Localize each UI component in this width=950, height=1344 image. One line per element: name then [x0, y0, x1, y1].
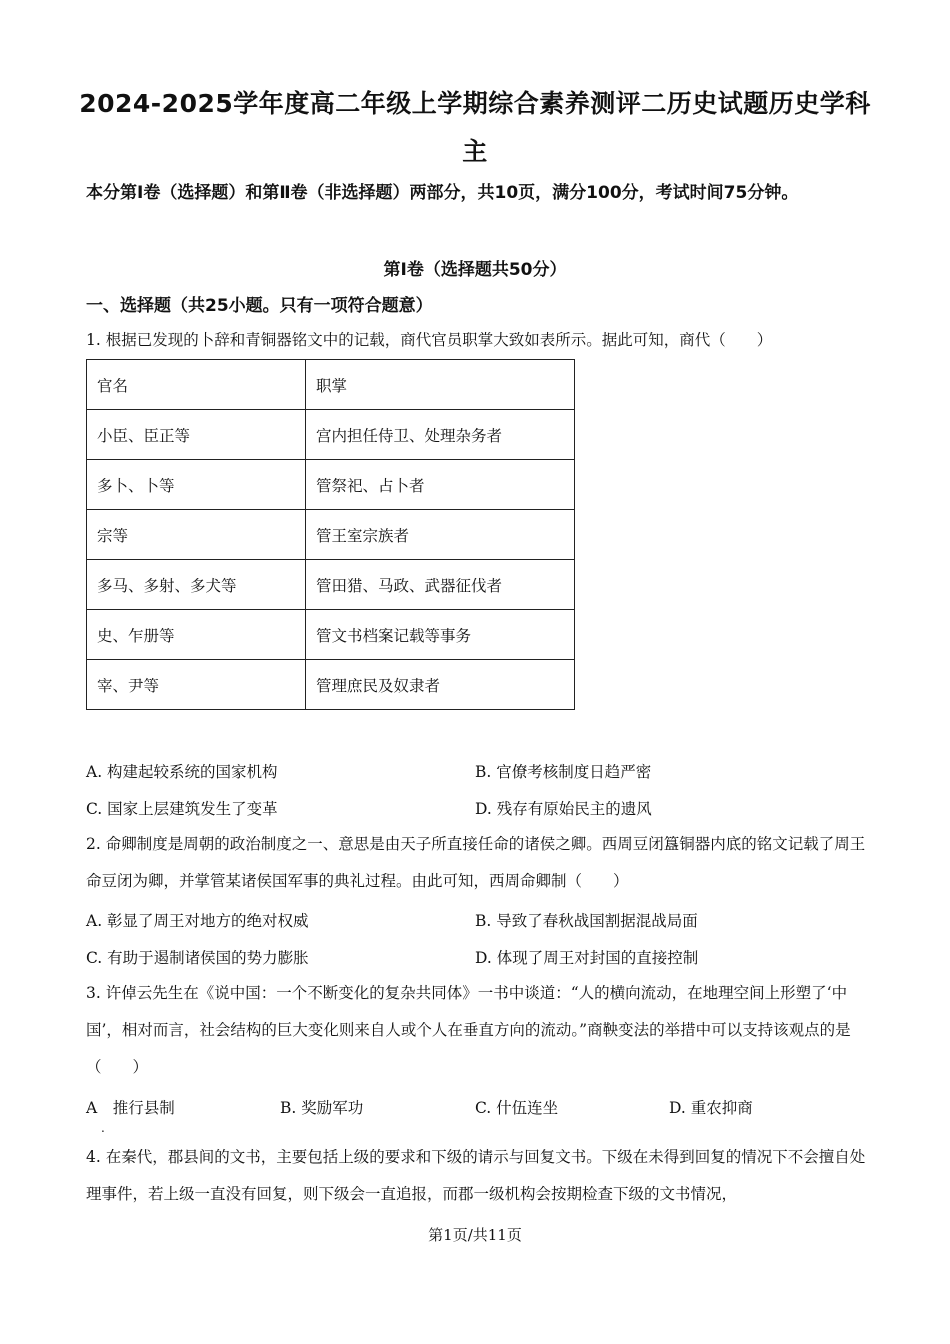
table-cell: 史、乍册等: [87, 610, 306, 660]
table-cell: 宗等: [87, 510, 306, 560]
table-cell: 多马、多射、多犬等: [87, 560, 306, 610]
table-cell: 多卜、卜等: [87, 460, 306, 510]
section-heading: 第Ⅰ卷（选择题共50分）: [383, 260, 567, 280]
table-cell: 官名: [87, 360, 306, 410]
table-row: [87, 460, 575, 510]
q3-option-c: C. 什伍连坐: [475, 1099, 559, 1117]
page-title-line1: 2024-2025学年度高二年级上学期综合素养测评二历史试题历史学科: [79, 89, 871, 118]
table-row: [87, 660, 575, 710]
table-row: [87, 510, 575, 560]
table-cell: 管王室宗族者: [306, 510, 575, 560]
table-cell: 管田猎、马政、武器征伐者: [306, 560, 575, 610]
q2-option-d: D. 体现了周王对封国的直接控制: [475, 949, 699, 967]
q2-option-b: B. 导致了春秋战国割据混战局面: [475, 912, 698, 930]
q1-option-d: D. 残存有原始民主的遗风: [475, 800, 652, 818]
page-footer: 第1页/共11页: [428, 1226, 522, 1244]
table-cell: 管理庶民及奴隶者: [306, 660, 575, 710]
official-duties-table: [86, 359, 575, 710]
q1-option-a: A. 构建起较系统的国家机构: [86, 763, 278, 781]
table-cell: 小臣、臣正等: [87, 410, 306, 460]
table-row: [87, 560, 575, 610]
page-title-line2: 主: [462, 137, 488, 166]
q2-option-a: A. 彰显了周王对地方的绝对权威: [86, 912, 309, 930]
table-cell: 宰、尹等: [87, 660, 306, 710]
question-3-stem: 3. 许倬云先生在《说中国：一个不断变化的复杂共同体》一书中谈道：“人的横向流动，在地理空间上形塑了‘中国’，相对而言，社会结构的巨大变化则来自人或个人在垂直方向的流动。”商鞅变法的举措中可以支持该观点的是（ ）: [86, 984, 851, 1076]
question-4-stem: 4. 在秦代，郡县间的文书，主要包括上级的要求和下级的请示与回复文书。下级在未得到回复的情况下不会擅自处理事件，若上级一直没有回复，则下级会一直追报，而郡一级机构会按期检查下级的文书情况，: [86, 1148, 866, 1203]
exam-intro: 本分第Ⅰ卷（选择题）和第Ⅱ卷（非选择题）两部分，共10页，满分100分，考试时间75分钟。: [86, 183, 799, 203]
q1-option-b: B. 官僚考核制度日趋严密: [475, 763, 652, 781]
table-row: [87, 610, 575, 660]
q3-option-b: B. 奖励军功: [280, 1099, 364, 1117]
q1-option-c: C. 国家上层建筑发生了变革: [86, 800, 278, 818]
question-2-stem: 2. 命卿制度是周朝的政治制度之一、意思是由天子所直接任命的诸侯之卿。西周豆闭簋铜器内底的铭文记载了周王命豆闭为卿，并掌管某诸侯国军事的典礼过程。由此可知，西周命卿制（ ）: [86, 835, 866, 890]
table-cell: 职掌: [306, 360, 575, 410]
stray-dot: .: [101, 1121, 105, 1135]
part-heading: 一、选择题（共25小题。只有一项符合题意）: [86, 296, 433, 316]
q3-option-d: D. 重农抑商: [669, 1099, 753, 1117]
table-row: [87, 410, 575, 460]
q3-option-a: A 推行县制: [86, 1099, 175, 1117]
table-cell: 管文书档案记载等事务: [306, 610, 575, 660]
table-cell: 管祭祀、占卜者: [306, 460, 575, 510]
table-row: [87, 360, 575, 410]
table-cell: 宫内担任侍卫、处理杂务者: [306, 410, 575, 460]
question-1-stem: 1. 根据已发现的卜辞和青铜器铭文中的记载，商代官员职掌大致如表所示。据此可知，商代（ ）: [86, 331, 773, 349]
q2-option-c: C. 有助于遏制诸侯国的势力膨胀: [86, 949, 309, 967]
